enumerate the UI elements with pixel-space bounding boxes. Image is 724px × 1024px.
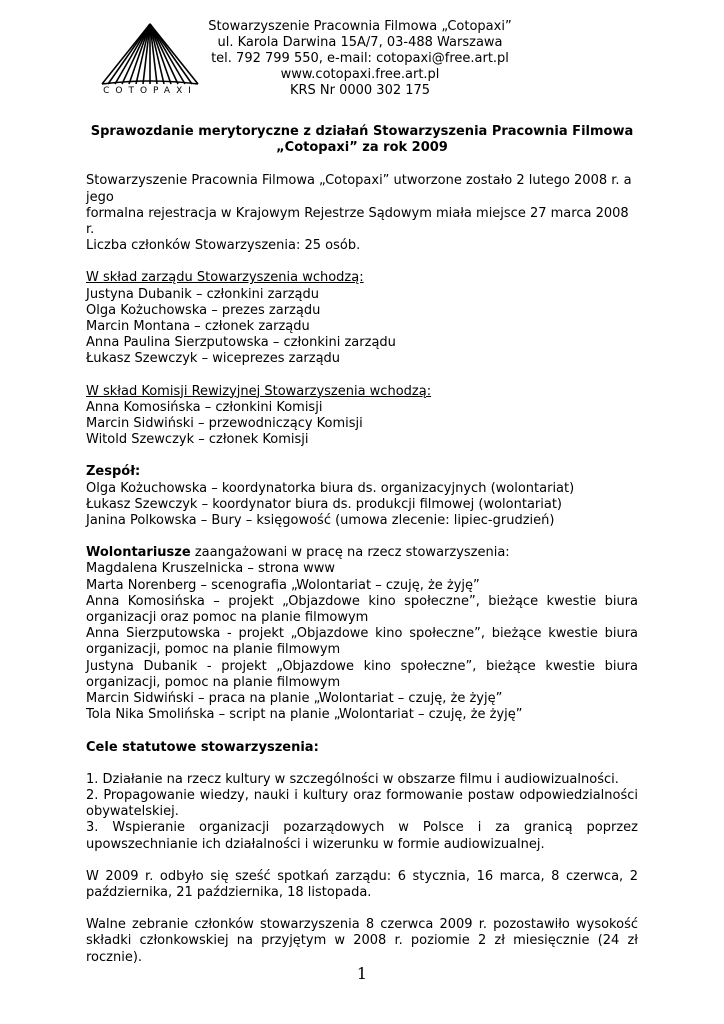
list-item: Justyna Dubanik - projekt „Objazdowe kino społeczne”, bieżące kwestie biura organizacji, pomoc na planie filmowym [86,658,638,690]
volunteers-heading: Wolontariusze [86,545,191,561]
org-contact: tel. 792 799 550, e-mail: cotopaxi@free.art.pl [211,51,509,66]
list-item: Marcin Sidwiński – praca na planie „Wolontariat – czuję, że żyję” [86,691,503,707]
list-item: 3. Wspieranie organizacji pozarządowych w Polsce i za granicą poprzez upowszechnianie ich działalności i wizerunku w formie audiowizualnej. [86,820,638,852]
title-line: Sprawozdanie merytoryczne z działań Stowarzyszenia Pracownia Filmowa [90,124,634,139]
list-item: Anna Komosińska – członkini Komisji [86,399,323,415]
list-item: Marcin Montana – członek zarządu [86,319,310,335]
page-number: 1 [356,964,368,983]
list-item: Marcin Sidwiński – przewodniczący Komisji [86,416,363,432]
logo-wordmark: COTOPAXI [103,86,197,96]
list-item: Janina Polkowska – Bury – księgowość (umowa zlecenie: lipiec-grudzień) [86,513,555,529]
team-heading: Zespół: [86,464,141,480]
list-item: Anna Komosińska – projekt „Objazdowe kino społeczne”, bieżące kwestie biura organizacji oraz pomoc na planie filmowym [86,593,638,626]
assembly-paragraph: Walne zebranie członków stowarzyszenia 8 czerwca 2009 r. pozostawiło wysokość składki członkowskiej na przyjętym w 2008 r. poziomie 2 zł miesięcznie (24 zł rocznie). [86,917,638,965]
goals-section [86,740,638,853]
intro-line: Stowarzyszenie Pracownia Filmowa „Cotopaxi” utworzone zostało 2 lutego 2008 r. a jego [86,173,632,205]
org-address: ul. Karola Darwina 15A/7, 03-488 Warszawa [217,35,503,50]
letterhead [200,19,520,99]
list-item: Anna Sierzputowska - projekt „Objazdowe kino społeczne”, bieżące kwestie biura organizacji, pomoc na planie filmowym [86,626,638,658]
intro-line: Liczba członków Stowarzyszenia: 25 osób. [86,238,361,254]
list-item: Justyna Dubanik – członkini zarządu [86,286,319,302]
team-section [86,464,638,529]
meetings-paragraph: W 2009 r. odbyło się sześć spotkań zarządu: 6 stycznia, 16 marca, 8 czerwca, 2 października, 21 października, 18 listopada. [86,868,638,900]
audit-heading: W skład Komisji Rewizyjnej Stowarzyszenia wchodzą: [86,383,432,399]
org-website: www.cotopaxi.free.art.pl [280,67,440,82]
audit-section [86,384,638,449]
list-item: Łukasz Szewczyk – wiceprezes zarządu [86,351,341,367]
org-name: Stowarzyszenie Pracownia Filmowa „Cotopaxi” [208,19,512,34]
list-item: Witold Szewczyk – członek Komisji [86,432,309,448]
list-item: Marta Norenberg – scenografia „Wolontariat – czuję, że żyję” [86,577,480,593]
title-line: „Cotopaxi” za rok 2009 [276,140,448,156]
list-item: Tola Nika Smolińska – script na planie „Wolontariat – czuję, że żyję” [86,707,523,723]
intro-paragraph [86,173,638,254]
list-item: Olga Kożuchowska – koordynatorka biura ds. organizacyjnych (wolontariat) [86,480,575,496]
list-item: Anna Paulina Sierzputowska – członkini zarządu [86,335,396,351]
goals-heading: Cele statutowe stowarzyszenia: [86,739,319,755]
list-item: Łukasz Szewczyk – koordynator biura ds. produkcji filmowej (wolontariat) [86,496,563,512]
list-item: 2. Propagowanie wiedzy, nauki i kultury oraz formowanie postaw odpowiedzialności obywatelskiej. [86,787,638,820]
list-item: 1. Działanie na rzecz kultury w szczególności w obszarze filmu i audiowizualności. [86,771,619,787]
report-title [86,124,638,156]
list-item: Olga Kożuchowska – prezes zarządu [86,302,321,318]
list-item: Magdalena Kruszelnicka – strona www [86,561,336,577]
board-section [86,270,638,367]
volunteers-section [86,545,638,723]
board-heading: W skład zarządu Stowarzyszenia wchodzą: [86,270,364,286]
intro-line: formalna rejestracja w Krajowym Rejestrze Sądowym miała miejsce 27 marca 2008 r. [86,205,629,238]
report-body [86,124,638,966]
org-krs: KRS Nr 0000 302 175 [289,83,431,98]
volunteers-heading-rest: zaangażowani w pracę na rzecz stowarzyszenia: [190,545,510,561]
